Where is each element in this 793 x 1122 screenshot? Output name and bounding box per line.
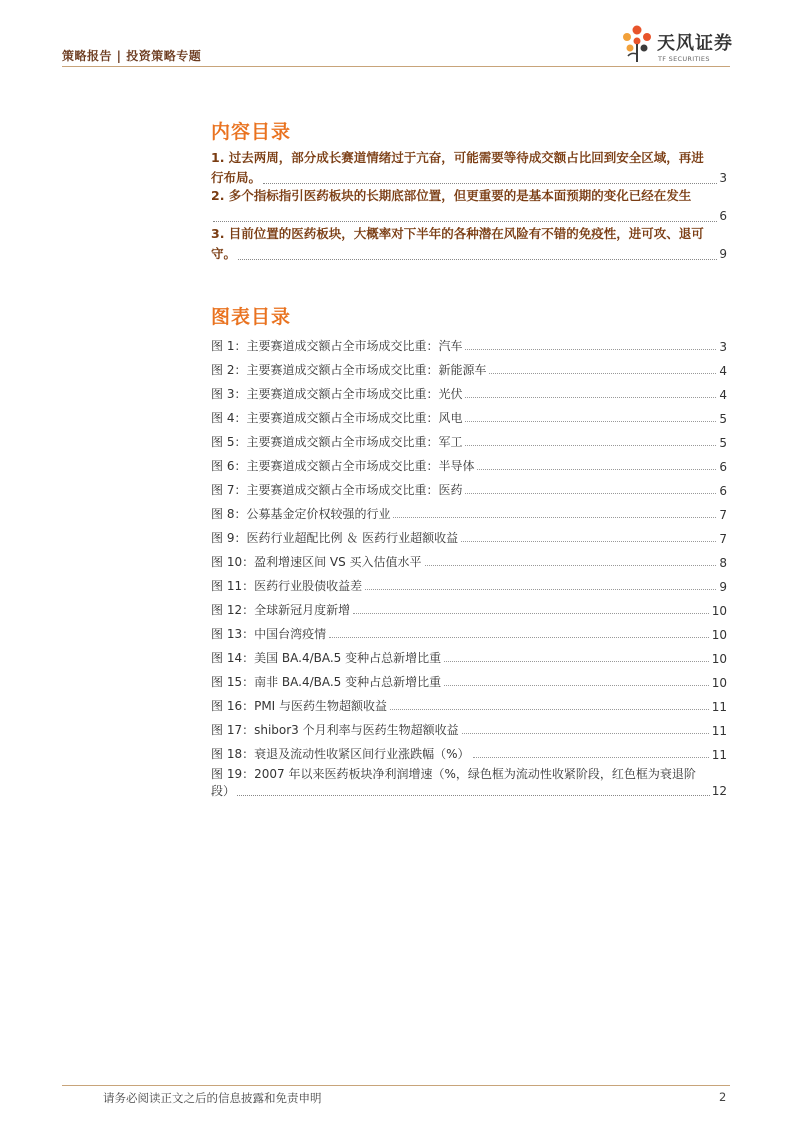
dot-leader [263,183,717,184]
figure-label: 图 6：主要赛道成交额占全市场成交比重：半导体 [211,459,475,473]
figure-list-title: 图表目录 [211,306,292,328]
figure-entry[interactable] [211,618,727,642]
figure-page: 7 [719,532,727,546]
dot-leader [390,709,709,710]
figure-label: 图 10：盈利增速区间 VS 买入估值水平 [211,555,422,569]
dot-leader [329,637,709,638]
figure-label: 图 4：主要赛道成交额占全市场成交比重：风电 [211,411,463,425]
figure-page: 10 [711,604,727,618]
figure-label: 图 1：主要赛道成交额占全市场成交比重：汽车 [211,339,463,353]
toc-item-text: 2. 多个指标指引医药板块的长期底部位置，但更重要的是基本面预期的变化已经在发生 [211,188,692,203]
toc-item-page: 3 [719,171,727,185]
figure-label: 图 2：主要赛道成交额占全市场成交比重：新能源车 [211,363,487,377]
dot-leader [444,685,709,686]
figure-label: 图 3：主要赛道成交额占全市场成交比重：光伏 [211,387,463,401]
figure-page: 10 [711,628,727,642]
dot-leader [444,661,709,662]
figure-page: 11 [711,724,727,738]
toc-item[interactable] [211,186,727,226]
figure-page: 4 [719,388,727,402]
figure-page: 5 [719,412,727,426]
figure-list [211,330,727,800]
figure-entry[interactable] [211,570,727,594]
figure-entry[interactable] [211,402,727,426]
toc-item-page: 9 [719,247,727,261]
figure-label: 图 13：中国台湾疫情 [211,627,327,641]
logo-flower-icon [620,24,654,64]
figure-page: 5 [719,436,727,450]
figure-entry[interactable] [211,522,727,546]
header-divider [62,66,730,67]
figure-label: 图 12：全球新冠月度新增 [211,603,351,617]
footer-disclaimer: 请务必阅读正文之后的信息披露和免责申明 [103,1091,322,1105]
figure-label: 图 14：美国 BA.4/BA.5 变种占总新增比重 [211,651,442,665]
toc-item[interactable] [211,148,727,188]
figure-label: 图 15：南非 BA.4/BA.5 变种占总新增比重 [211,675,442,689]
dot-leader [365,589,716,590]
dot-leader [465,493,716,494]
figure-entry[interactable] [211,450,727,474]
dot-leader [425,565,717,566]
toc-item[interactable] [211,224,727,264]
figure-page: 6 [719,460,727,474]
dot-leader [477,469,716,470]
dot-leader [237,795,710,796]
figure-entry[interactable] [211,498,727,522]
figure-entry[interactable] [211,330,727,354]
figure-page: 8 [719,556,727,570]
figure-page: 3 [719,340,727,354]
figure-entry[interactable] [211,642,727,666]
figure-entry[interactable] [211,546,727,570]
toc-item-text-cont: 行布局。 [211,170,262,185]
logo-text-en: TF SECURITIES [658,55,710,63]
report-category: 策略报告 | 投资策略专题 [62,49,202,63]
toc-item-page: 6 [719,209,727,223]
figure-entry[interactable] [211,762,727,800]
figure-label-cont: 段） [211,784,236,798]
logo-text-cn: 天风证券 [657,33,733,54]
figure-entry[interactable] [211,714,727,738]
figure-label: 图 5：主要赛道成交额占全市场成交比重：军工 [211,435,463,449]
dot-leader [465,397,716,398]
figure-label: 图 9：医药行业超配比例 ＆ 医药行业超额收益 [211,531,459,545]
toc-item-text-cont: 守。 [211,246,237,261]
toc-item-text: 3. 目前位置的医药板块，大概率对下半年的各种潜在风险有不错的免疫性，进可攻、退可 [211,226,704,241]
dot-leader [473,757,709,758]
figure-label: 图 8：公募基金定价权较强的行业 [211,507,391,521]
dot-leader [462,733,709,734]
figure-entry[interactable] [211,738,727,762]
figure-entry[interactable] [211,354,727,378]
figure-page: 10 [711,652,727,666]
figure-entry[interactable] [211,666,727,690]
figure-entry[interactable] [211,378,727,402]
figure-entry[interactable] [211,474,727,498]
figure-label: 图 17：shibor3 个月利率与医药生物超额收益 [211,723,459,737]
figure-label: 图 19：2007 年以来医药板块净利润增速（%，绿色框为流动性收紧阶段，红色框为衰退阶 [211,767,696,781]
figure-page: 4 [719,364,727,378]
figure-page: 11 [711,700,727,714]
figure-page: 9 [719,580,727,594]
figure-page: 11 [711,748,727,762]
figure-label: 图 18：衰退及流动性收紧区间行业涨跌幅（%） [211,747,470,761]
dot-leader [465,421,716,422]
figure-entry[interactable] [211,690,727,714]
toc-title: 内容目录 [211,121,292,143]
figure-page: 6 [719,484,727,498]
figure-page: 10 [711,676,727,690]
dot-leader [238,259,717,260]
dot-leader [213,221,717,222]
footer-divider [62,1085,730,1086]
figure-page: 12 [711,784,727,798]
toc-item-text: 1. 过去两周，部分成长赛道情绪过于亢奋，可能需要等待成交额占比回到安全区域，再进 [211,150,704,165]
dot-leader [489,373,716,374]
company-logo [620,24,735,66]
figure-entry[interactable] [211,426,727,450]
figure-label: 图 11：医药行业股债收益差 [211,579,363,593]
dot-leader [465,349,716,350]
figure-label: 图 7：主要赛道成交额占全市场成交比重：医药 [211,483,463,497]
dot-leader [461,541,716,542]
figure-entry[interactable] [211,594,727,618]
dot-leader [353,613,709,614]
dot-leader [465,445,716,446]
dot-leader [393,517,716,518]
figure-page: 7 [719,508,727,522]
figure-label: 图 16：PMI 与医药生物超额收益 [211,699,388,713]
page-number: 2 [719,1090,727,1104]
